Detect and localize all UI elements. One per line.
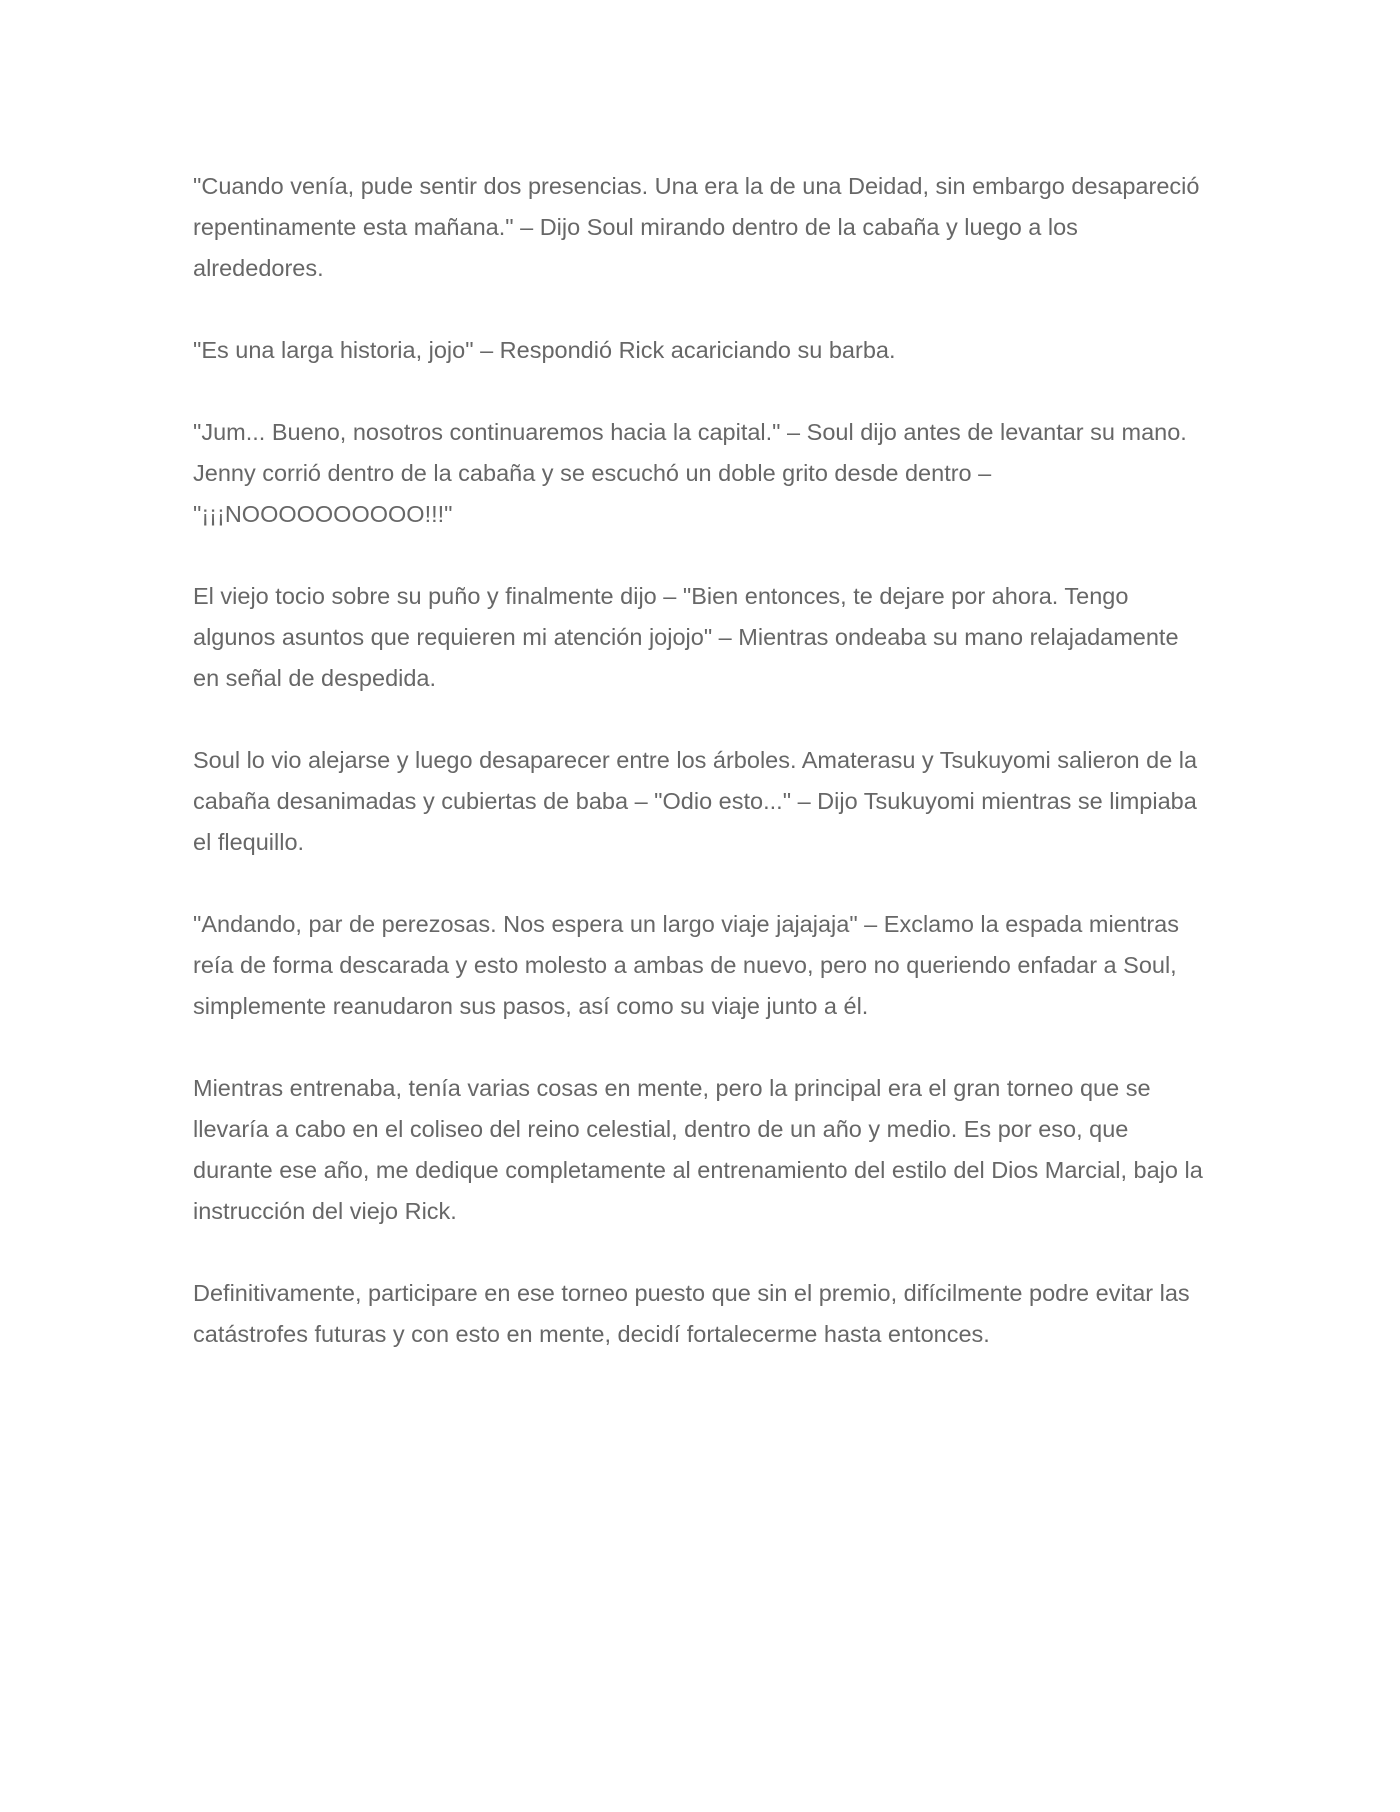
paragraph-8: Definitivamente, participare en ese torneo puesto que sin el premio, difícilmente podre evitar las catástrofes futuras y con esto en mente, decidí fortalecerme hasta entonces. (193, 1280, 1190, 1347)
paragraph-1: "Cuando venía, pude sentir dos presencias. Una era la de una Deidad, sin embargo desapareció repentinamente esta mañana." – Dijo Soul mirando dentro de la cabaña y luego a los alrededores. (193, 173, 1200, 281)
paragraph-5: Soul lo vio alejarse y luego desaparecer entre los árboles. Amaterasu y Tsukuyomi salieron de la cabaña desanimadas y cubiertas de baba – "Odio esto..." – Dijo Tsukuyomi mientras se limpiaba el flequillo. (193, 747, 1198, 855)
paragraph-7: Mientras entrenaba, tenía varias cosas en mente, pero la principal era el gran torneo que se llevaría a cabo en el coliseo del reino celestial, dentro de un año y medio. Es por eso, que durante ese año, me dedique completamente al entrenamiento del estilo del Dios Marcial, bajo la instrucción del viejo Rick. (193, 1075, 1203, 1224)
paragraph-4: El viejo tocio sobre su puño y finalmente dijo – "Bien entonces, te dejare por ahora. Tengo algunos asuntos que requieren mi atención jojojo" – Mientras ondeaba su mano relajadamente en señal de despedida. (193, 583, 1179, 691)
paragraph-3: "Jum... Bueno, nosotros continuaremos hacia la capital." – Soul dijo antes de levantar su mano. Jenny corrió dentro de la cabaña y se escuchó un doble grito desde dentro – "¡¡¡NOOOOOOOOOO!!!" (193, 419, 1187, 527)
paragraph-6: "Andando, par de perezosas. Nos espera un largo viaje jajajaja" – Exclamo la espada mientras reía de forma descarada y esto molesto a ambas de nuevo, pero no queriendo enfadar a Soul, simplemente reanudaron sus pasos, así como su viaje junto a él. (193, 911, 1179, 1019)
paragraph-2: "Es una larga historia, jojo" – Respondió Rick acariciando su barba. (193, 337, 896, 363)
